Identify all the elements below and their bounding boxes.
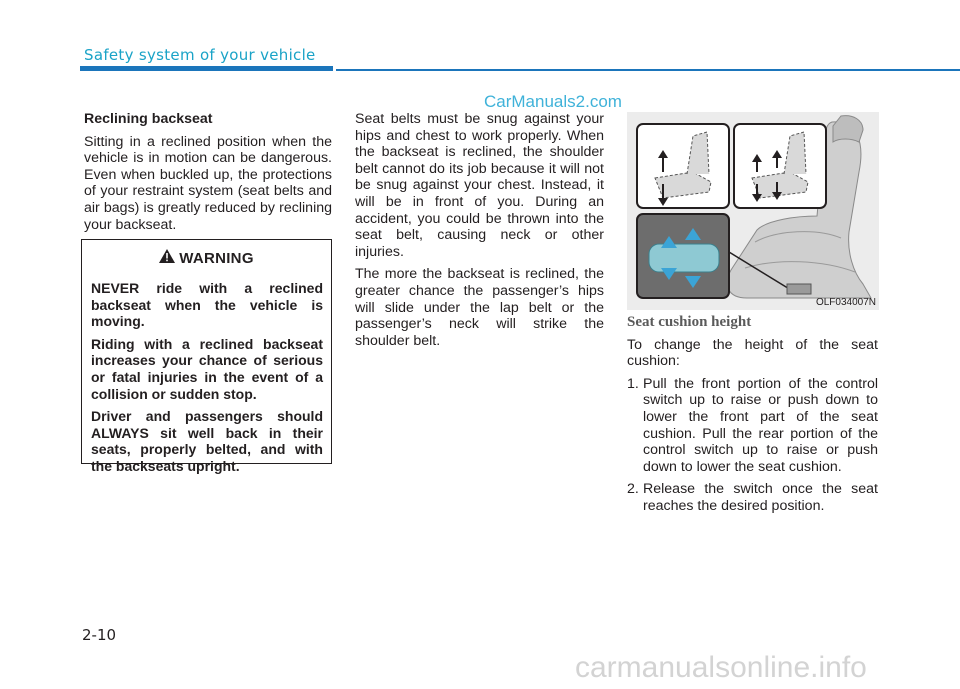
section-title: Safety system of your vehicle bbox=[84, 46, 316, 64]
watermark-bottom: carmanualsonline.info bbox=[575, 651, 867, 684]
reclining-heading: Reclining backseat bbox=[84, 111, 213, 127]
warning-triangle-icon bbox=[159, 249, 175, 268]
warning-paragraph: NEVER ride with a reclined backseat when the vehicle is moving. bbox=[91, 280, 323, 330]
header-bar-accent bbox=[80, 66, 333, 71]
warning-header bbox=[82, 240, 331, 270]
step-text: Pull the front portion of the control switch up to raise or push down to lower the front part of the seat cushion. Pull the rear portion of the control switch up to raise or push down to lower the seat cushion. bbox=[643, 375, 878, 475]
seat-cushion-column bbox=[627, 314, 878, 521]
seat-cushion-intro: To change the height of the seat cushion: bbox=[627, 336, 878, 370]
step-number: 1. bbox=[627, 375, 639, 392]
warning-label: WARNING bbox=[179, 250, 254, 267]
warning-paragraph: Riding with a reclined backseat increases your chance of serious or fatal injuries in the event of a collision or sudden stop. bbox=[91, 335, 323, 402]
seat-cushion-heading: Seat cushion height bbox=[627, 314, 752, 330]
header-rule bbox=[336, 69, 960, 71]
watermark-top: CarManuals2.com bbox=[484, 92, 622, 111]
warning-box bbox=[81, 239, 332, 474]
warning-banner bbox=[150, 247, 263, 270]
warning-paragraph: Driver and passengers should ALWAYS sit well back in their seats, properly belted, and with the backseats upright. bbox=[91, 408, 323, 474]
seatbelt-column bbox=[355, 111, 604, 355]
list-item bbox=[627, 376, 878, 476]
page-number: 2-10 bbox=[82, 626, 117, 644]
step-number: 2. bbox=[627, 481, 639, 498]
reclining-column bbox=[84, 111, 332, 239]
warning-body bbox=[91, 280, 323, 481]
seat-illustration-drawing bbox=[627, 112, 879, 310]
seat-illustration bbox=[627, 112, 879, 310]
step-text: Release the switch once the seat reaches the desired position. bbox=[643, 481, 878, 514]
figure-caption: OLF034007N bbox=[815, 297, 876, 308]
seatbelt-paragraph: Seat belts must be snug against your hips and chest to work properly. When the backseat is reclined, the shoulder belt cannot do its job because it will not be snug against your chest. Instead, it will be in front of you. During an accident, you could be thrown into the seat belt, causing neck or other injuries. bbox=[355, 111, 604, 260]
list-item bbox=[627, 481, 878, 514]
seat-cushion-steps bbox=[627, 376, 878, 515]
seatbelt-paragraph: The more the backseat is reclined, the greater chance the passenger’s hips will slide under the lap belt or the passenger’s neck will strike the shoulder belt. bbox=[355, 266, 604, 349]
reclining-paragraph: Sitting in a reclined position when the vehicle is in motion can be dangerous. Even when buckled up, the protections of your restraint system (seat belts and air bags) is greatly reduced by reclining your backseat. bbox=[84, 133, 332, 233]
